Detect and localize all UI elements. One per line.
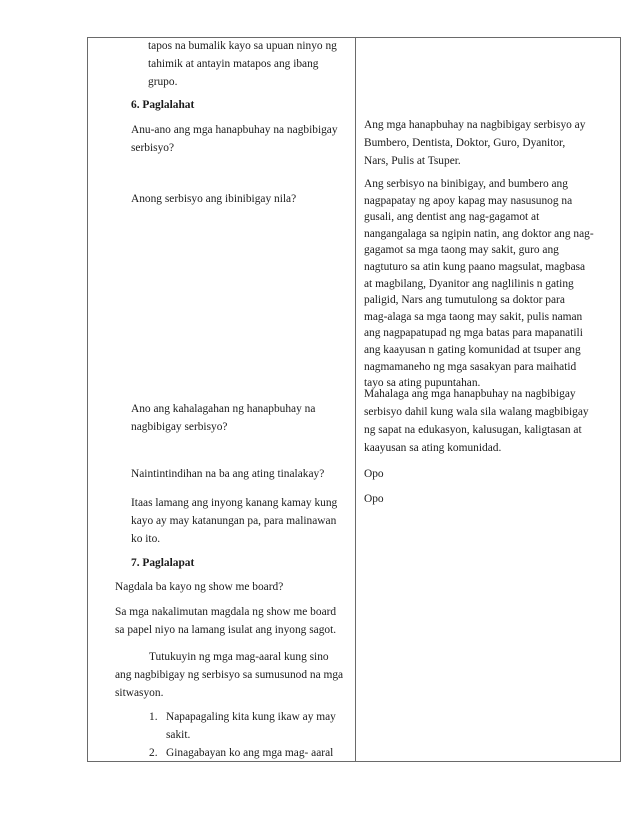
- list-item-1-line-1: Napapagaling kita kung ikaw ay may: [166, 711, 336, 723]
- list-item-1-number: 1.: [149, 711, 158, 723]
- answer-2-line-5: gagamot sa mga taong may sakit, guro ang: [364, 244, 559, 257]
- answer-2-line-1: Ang serbisyo na binibigay, and bumbero ang: [364, 178, 568, 190]
- answer-2-line-3: gusali, ang dentist ang nag-gagamot at: [364, 211, 540, 224]
- question-5-line-3: ko ito.: [131, 533, 161, 545]
- answer-1-line-2: Bumbero, Dentista, Doktor, Guro, Dyanitor,: [364, 137, 566, 149]
- answer-2-line-10: ang nagpapatupad ng mga batas para mapanatili: [364, 327, 583, 340]
- answer-1-line-1: Ang mga hanapbuhay na nagbibigay serbisyo ay: [364, 119, 586, 131]
- intro-line-2: tahimik at antayin matapos ang ibang: [148, 58, 319, 70]
- question-3-line-1: Ano ang kahalagahan ng hanapbuhay na: [131, 403, 316, 415]
- question-1-line-1: Anu-ano ang mga hanapbuhay na nagbibigay: [131, 124, 338, 136]
- paragraph-2-line-1: Sa mga nakalimutan magdala ng show me board: [115, 606, 337, 618]
- list-item-2-number: 2.: [149, 747, 158, 759]
- answer-2-line-8: paligid, Nars ang tumutulong sa doktor para: [364, 294, 565, 307]
- column-divider: [355, 37, 356, 762]
- question-5-line-1: Itaas lamang ang inyong kanang kamay kung: [131, 497, 338, 509]
- answer-5: Opo: [364, 493, 384, 505]
- answer-2-line-9: mag-alaga sa mga taong may sakit, pulis naman: [364, 310, 583, 323]
- answer-3-line-2: serbisyo dahil kung wala sila walang magbibigay: [364, 406, 589, 418]
- answer-3-line-3: ng sapat na edukasyon, kalusugan, kaligtasan at: [364, 424, 582, 436]
- answer-2-line-13: tayo sa ating pupuntahan.: [364, 377, 481, 390]
- answer-4: Opo: [364, 468, 384, 480]
- question-4: Naintintindihan na ba ang ating tinalakay?: [131, 468, 325, 480]
- question-3-line-2: nagbibigay serbisyo?: [131, 421, 228, 433]
- heading-paglalapat: 7. Paglalapat: [131, 557, 195, 569]
- answer-2-line-12: nagmamaneho ng mga sasakyan para maihatid: [364, 360, 577, 373]
- intro-line-1: tapos na bumalik kayo sa upuan ninyo ng: [148, 40, 337, 52]
- paragraph-3-line-2: ang nagbibigay ng serbisyo sa sumusunod na mga: [115, 669, 344, 681]
- answer-2-line-11: ang kaayusan n gating komunidad at tsuper ang: [364, 344, 581, 356]
- question-2: Anong serbisyo ang ibinibigay nila?: [131, 193, 297, 205]
- answer-3-line-1: Mahalaga ang mga hanapbuhay na nagbibigay: [364, 388, 576, 400]
- list-item-1-line-2: sakit.: [166, 729, 191, 741]
- answer-3-line-4: kaayusan sa ating komunidad.: [364, 442, 502, 454]
- paragraph-2-line-2: sa papel niyo na lamang isulat ang inyong sagot.: [115, 624, 337, 636]
- answer-2-line-4: nangangalaga sa ngipin natin, ang doktor ang nag-: [364, 227, 594, 240]
- question-5-line-2: kayo ay may katanungan pa, para malinawan: [131, 515, 337, 527]
- paragraph-3-line-3: sitwasyon.: [115, 687, 164, 699]
- heading-paglalahat: 6. Paglalahat: [131, 99, 195, 111]
- question-1-line-2: serbisyo?: [131, 142, 175, 154]
- paragraph-3-line-1: Tutukuyin ng mga mag-aaral kung sino: [149, 651, 329, 663]
- answer-2-line-6: nagtuturo sa atin kung paano magsulat, magbasa: [364, 261, 586, 273]
- answer-2-line-2: nagpapatay ng apoy kapag may nasusunog na: [364, 194, 573, 207]
- paragraph-1: Nagdala ba kayo ng show me board?: [115, 581, 284, 593]
- answer-2-line-7: at magbilang, Dyanitor ang naglilinis n gating: [364, 277, 574, 290]
- list-item-2-line-1: Ginagabayan ko ang mga mag- aaral: [166, 747, 334, 759]
- intro-line-3: grupo.: [148, 76, 178, 88]
- answer-1-line-3: Nars, Pulis at Tsuper.: [364, 155, 461, 167]
